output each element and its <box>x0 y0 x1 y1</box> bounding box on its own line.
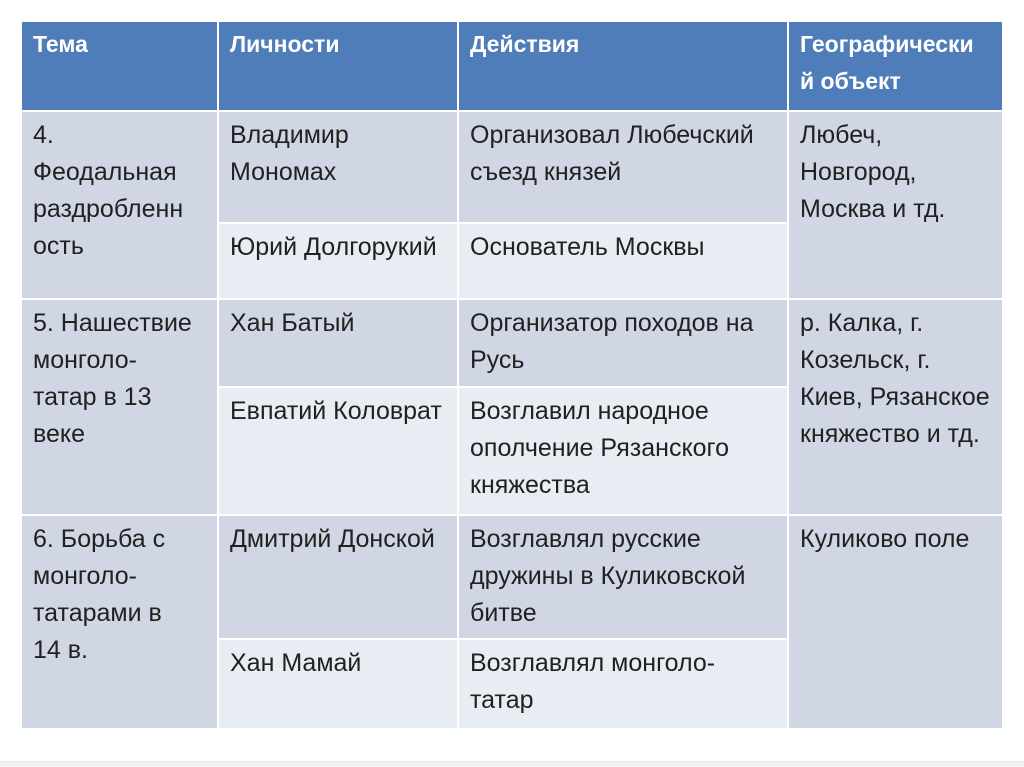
person-cell: Дмитрий Донской <box>219 516 457 638</box>
col-header-theme: Тема <box>22 22 217 110</box>
action-cell: Основатель Москвы <box>459 224 787 298</box>
geo-cell: р. Калка, г. Козельск, г. Киев, Рязанское княжество и тд. <box>789 300 1002 514</box>
action-cell: Возглавил народное ополчение Рязанского княжества <box>459 388 787 514</box>
slide-bottom-edge <box>0 761 1024 767</box>
col-header-geo: Географический объект <box>789 22 1002 110</box>
person-cell: Хан Мамай <box>219 640 457 728</box>
table-row <box>22 300 1002 386</box>
action-cell: Возглавлял монголо-татар <box>459 640 787 728</box>
action-cell: Возглавлял русские дружины в Куликовской битве <box>459 516 787 638</box>
history-table <box>20 20 1004 730</box>
geo-cell: Куликово поле <box>789 516 1002 728</box>
header-row <box>22 22 1002 110</box>
person-cell: Владимир Мономах <box>219 112 457 222</box>
col-header-persons: Личности <box>219 22 457 110</box>
theme-cell: 6. Борьба с монголо-татарами в 14 в. <box>22 516 217 728</box>
person-cell: Хан Батый <box>219 300 457 386</box>
geo-cell: Любеч, Новгород, Москва и тд. <box>789 112 1002 298</box>
action-cell: Организовал Любечский съезд князей <box>459 112 787 222</box>
table-row <box>22 112 1002 222</box>
table-row <box>22 516 1002 638</box>
theme-cell: 5. Нашествие монголо-татар в 13 веке <box>22 300 217 514</box>
action-cell: Организатор походов на Русь <box>459 300 787 386</box>
person-cell: Юрий Долгорукий <box>219 224 457 298</box>
person-cell: Евпатий Коловрат <box>219 388 457 514</box>
theme-cell: 4. Феодальная раздробленность <box>22 112 217 298</box>
col-header-actions: Действия <box>459 22 787 110</box>
